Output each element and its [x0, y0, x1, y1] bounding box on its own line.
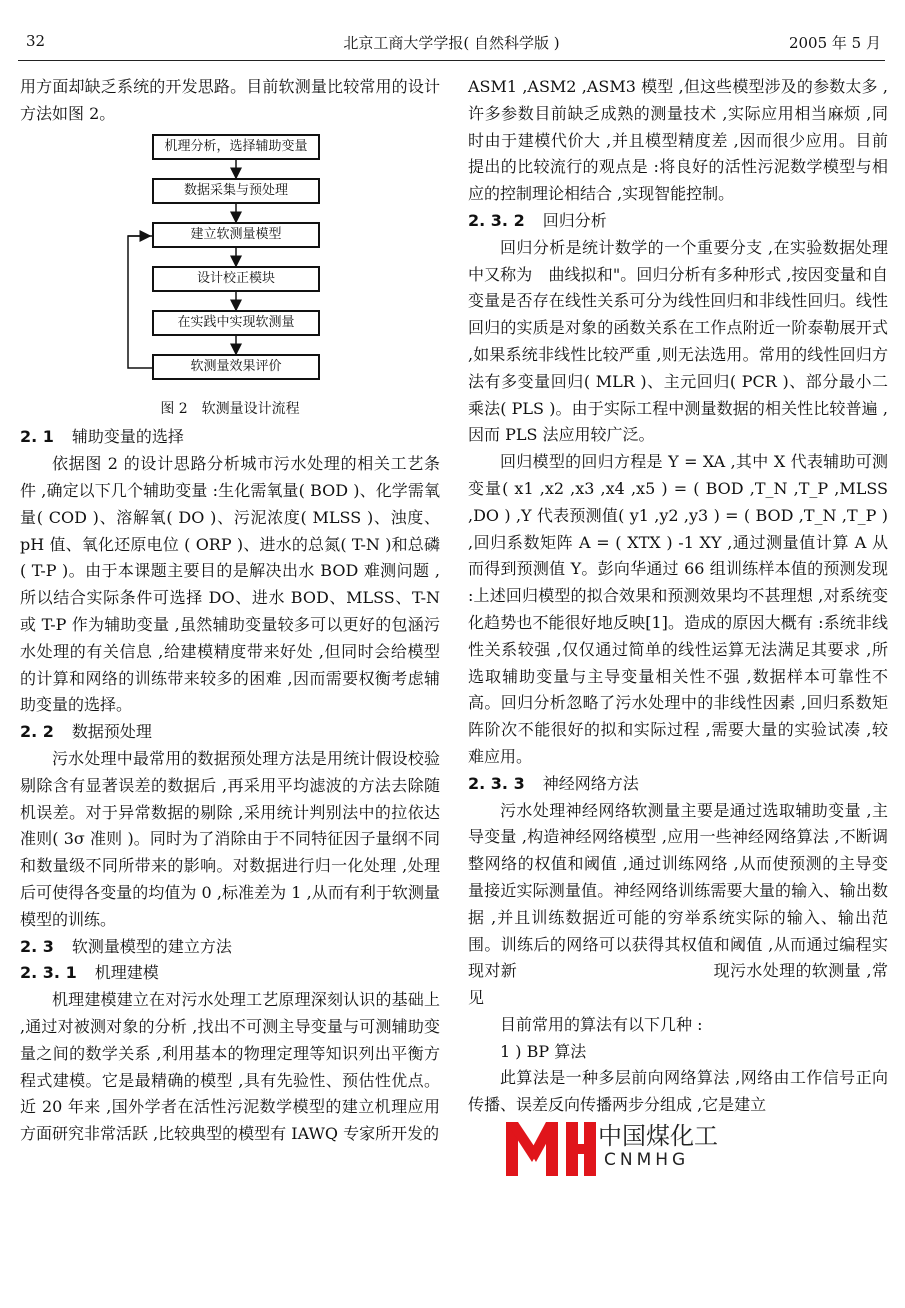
paragraph: 此算法是一种多层前向网络算法 ,网络由工作信号正向传播、误差反向传播两步分组成 ,它是建立 [468, 1068, 888, 1115]
flow-step-1: 机理分析，选择辅助变量 [152, 134, 320, 160]
watermark-mark-icon [506, 1112, 596, 1178]
right-column [468, 74, 888, 1119]
running-header [18, 28, 885, 61]
flow-step-2: 数据采集与预处理 [152, 178, 320, 204]
section-heading-2-2: 2. 2 数据预处理 [20, 722, 152, 742]
section-heading-2-3: 2. 3 软测量模型的建立方法 [20, 936, 232, 956]
paragraph: 依据图 2 的设计思路分析城市污水处理的相关工艺条件 ,确定以下几个辅助变量 :生化需氧量( BOD )、化学需氧量( COD )、溶解氧( DO )、污泥浓度( MLSS )、浊度、pH 值、氧化还原电位 ( ORP )、进水的总氮( T-N )和总磷( T-P )。由于本课题主要目的是解决出水 BOD 难测问题 ,所以结合实际条件可选择 DO、进水 BOD、MLSS、T-N 或 T-P 作为辅助变量 ,虽然辅助变量较多可以更好的包涵污水处理的有关信息 ,给建模精度带来好处 ,但同时会给模型的计算和网络的训练带来较多的困难 ,因而需要权衡考虑辅助变量的选择。 [20, 454, 440, 715]
section-heading-2-3-1: 2. 3. 1 机理建模 [20, 963, 159, 983]
figure-caption: 图 2 软测量设计流程 [160, 400, 300, 417]
flow-step-6: 软测量效果评价 [152, 354, 320, 380]
watermark-logo [506, 1112, 726, 1178]
flowchart-arrows [20, 130, 440, 392]
section-heading-2-1: 2. 1 辅助变量的选择 [20, 427, 184, 447]
page-number: 32 [26, 32, 46, 50]
list-item-title: 1 ) BP 算法 [500, 1041, 587, 1061]
flow-step-3: 建立软测量模型 [152, 222, 320, 248]
paragraph: 污水处理神经网络软测量主要是通过选取辅助变量 ,主导变量 ,构造神经网络模型 ,应用一些神经网络算法 ,不断调整网络的权值和阈值 ,通过训练网络 ,从而使预测的主导变量接近实际测量值。神经网络训练需要大量的输入、输出数据 ,并且训练数据近可能的穷举系统实际的输入、输出范围。训练后的网络可以获得其权值和阈值 ,从而通过编程实现对新 现污水处理的软测量 ,常见 [468, 800, 888, 1008]
flow-step-5: 在实践中实现软测量 [152, 310, 320, 336]
section-heading-2-3-2: 2. 3. 2 回归分析 [468, 210, 607, 230]
watermark-cn: 中国煤化工 [598, 1122, 718, 1150]
left-column [20, 74, 440, 1148]
paragraph: 回归模型的回归方程是 Y = XA ,其中 X 代表辅助可测变量( x1 ,x2 ,x3 ,x4 ,x5 ) = ( BOD ,T_N ,T_P ,MLSS ,DO ) ,Y 代表预测值( y1 ,y2 ,y3 ) = ( BOD ,T_N ,T_P ) ,回归系数矩阵 A = ( XTX ) -1 XY ,通过测量值计算 A 从而得到预测值 Y。彭向华通过 66 组训练样本值的预测发现 :上述回归模型的拟合效果和预测效果均不甚理想 ,对系统变化趋势也不能很好地反映[1]。造成的原因大概有 :系统非线性关系较强 ,仅仅通过简单的线性运算无法满足其要求 ,所选取辅助变量与主导变量相关性不强 ,数据样本可靠性不高。回归分析忽略了污水处理中的非线性因素 ,回归系数矩阵阶次不能很好的拟和实际过程 ,需要大量的实验试凑 ,较难应用。 [468, 452, 888, 766]
paragraph: 污水处理中最常用的数据预处理方法是用统计假设校验剔除含有显著误差的数据后 ,再采用平均滤波的方法去除随机误差。对于异常数据的剔除 ,采用统计判别法中的拉依达准则( 3σ 准则 )。同时为了消除由于不同特征因子量纲不同和数量级不同所带来的影响。对数据进行归一化处理 ,处理后可使得各变量的均值为 0 ,标准差为 1 ,从而有利于软测量模型的训练。 [20, 748, 440, 929]
issue-date: 2005 年 5 月 [788, 34, 881, 52]
watermark-en: CNMHG [604, 1150, 690, 1170]
flow-step-4: 设计校正模块 [152, 266, 320, 292]
paragraph: ASM1 ,ASM2 ,ASM3 模型 ,但这些模型涉及的参数太多 ,许多参数目前缺乏成熟的测量技术 ,实际应用相当麻烦 ,同时由于建模代价大 ,并且模型精度差 ,因而很少应用。目前提出的比较流行的观点是 :将良好的活性污泥数学模型与相应的控制理论相结合 ,实现智能控制。 [468, 77, 888, 204]
flowchart-figure [20, 130, 440, 392]
paragraph: 机理建模建立在对污水处理工艺原理深刻认识的基础上 ,通过对被测对象的分析 ,找出不可测主导变量与可测辅助变量之间的数学关系 ,利用基本的物理定理等知识列出平衡方程式建模。它是最精确的模型 ,具有先验性、预估性优点。近 20 年来 ,国外学者在活性污泥数学模型的建立机理应用方面研究非常活跃 ,比较典型的模型有 IAWQ 专家所开发的 [20, 990, 440, 1144]
paragraph: 用方面却缺乏系统的开发思路。目前软测量比较常用的设计方法如图 2。 [20, 77, 440, 123]
section-heading-2-3-3: 2. 3. 3 神经网络方法 [468, 773, 639, 793]
paragraph: 目前常用的算法有以下几种 : [500, 1014, 703, 1034]
paragraph: 回归分析是统计数学的一个重要分支 ,在实验数据处理中又称为 曲线拟和"。回归分析有多种形式 ,按因变量和自变量是否存在线性关系可分为线性回归和非线性回归。线性回归的实质是对象的函数关系在工作点附近一阶泰勒展开式 ,如果系统非线性比较严重 ,则无法选用。常用的线性回归方法有多变量回归( MLR )、主元回归( PCR )、部分最小二乘法( PLS )。由于实际工程中测量数据的相关性比较普遍 ,因而 PLS 法应用较广泛。 [468, 237, 888, 445]
journal-title: 北京工商大学学报( 自然科学版 ) [343, 34, 560, 52]
